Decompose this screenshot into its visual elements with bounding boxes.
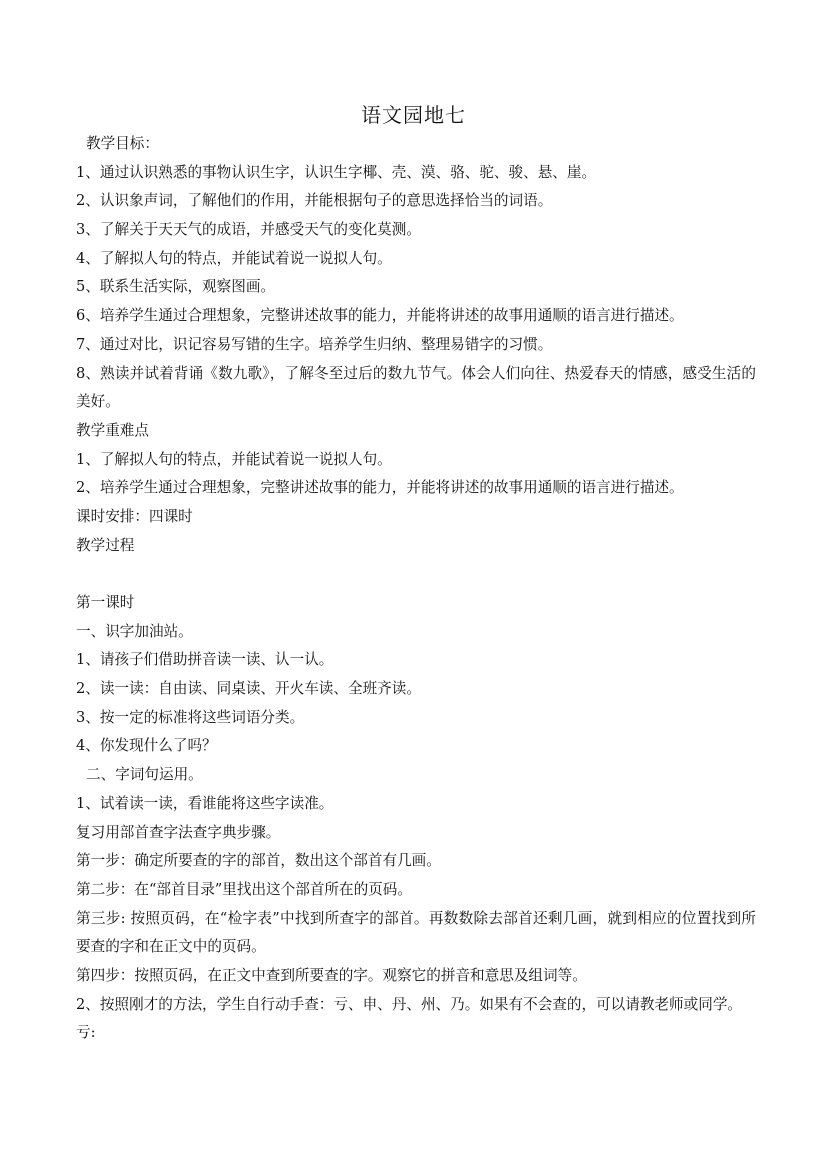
review-line: 复习用部首查字法查字典步骤。 <box>76 823 281 841</box>
step-item: 第四步：按照页码，在正文中查到所要查的字。观察它的拼音和意思及组词等。 <box>76 967 587 984</box>
section-heading: 一、识字加油站。 <box>76 622 193 640</box>
list-item: 2、读一读：自由读、同桌读、开火车读、全班齐读。 <box>76 680 421 698</box>
step-item: 第二步：在“部首目录”里找出这个部首所在的页码。 <box>76 880 412 898</box>
lesson-heading: 第一课时 <box>76 594 135 612</box>
objectives-heading: 教学目标： <box>86 135 159 152</box>
document-body <box>76 130 756 1048</box>
section-heading: 二、字词句运用。 <box>86 766 203 784</box>
objective-item: 6、培养学生通过合理想象，完整讲述故事的能力，并能将讲述的故事用通顺的语言进行描述。 <box>76 307 684 325</box>
list-item: 3、按一定的标准将这些词语分类。 <box>76 708 305 726</box>
spacer <box>76 560 756 589</box>
character-entry: 亏: <box>76 1024 96 1042</box>
objective-item: 2、认识象声词，了解他们的作用，并能根据句子的意思选择恰当的词语。 <box>76 192 553 210</box>
schedule-line: 课时安排：四课时 <box>76 507 193 525</box>
list-item: 1、请孩子们借助拼音读一读、认一认。 <box>76 651 334 669</box>
objective-item: 5、联系生活实际，观察图画。 <box>76 278 276 296</box>
process-heading: 教学过程 <box>76 536 135 554</box>
step-item: 第三步: 按照页码，在“检字表”中找到所查字的部首。再数数除去部首还剩几画，就到相应的位置找到所要查的字和在正文中的页码。 <box>76 909 756 956</box>
list-item: 2、按照刚才的方法，学生自行动手查：亏、申、丹、州、乃。如果有不会查的，可以请教老师或同学。 <box>76 995 743 1013</box>
document-title: 语文园地七 <box>361 103 466 127</box>
list-item: 4、你发现什么了吗？ <box>76 737 217 755</box>
list-item: 1、试着读一读，看谁能将这些字读准。 <box>76 794 334 812</box>
key-points-heading: 教学重难点 <box>76 421 149 439</box>
objective-item: 4、了解拟人句的特点，并能试着说一说拟人句。 <box>76 249 392 267</box>
objective-item: 3、了解关于天天气的成语，并感受天气的变化莫测。 <box>76 221 421 239</box>
key-point-item: 2、培养学生通过合理想象，完整讲述故事的能力，并能将讲述的故事用通顺的语言进行描述。 <box>76 479 684 497</box>
key-point-item: 1、了解拟人句的特点，并能试着说一说拟人句。 <box>76 450 392 468</box>
objective-item: 7、通过对比，识记容易写错的生字。培养学生归纳、整理易错字的习惯。 <box>76 335 553 353</box>
objective-item: 8、熟读并试着背诵《数九歌》，了解冬至过后的数九节气。体会人们向往、热爱春天的情感，感受生活的美好。 <box>76 364 756 411</box>
step-item: 第一步：确定所要查的字的部首，数出这个部首有几画。 <box>76 852 441 870</box>
objective-item: 1、通过认识熟悉的事物认识生字，认识生字椰、壳、漠、骆、驼、骏、悬、崖。 <box>76 163 597 181</box>
